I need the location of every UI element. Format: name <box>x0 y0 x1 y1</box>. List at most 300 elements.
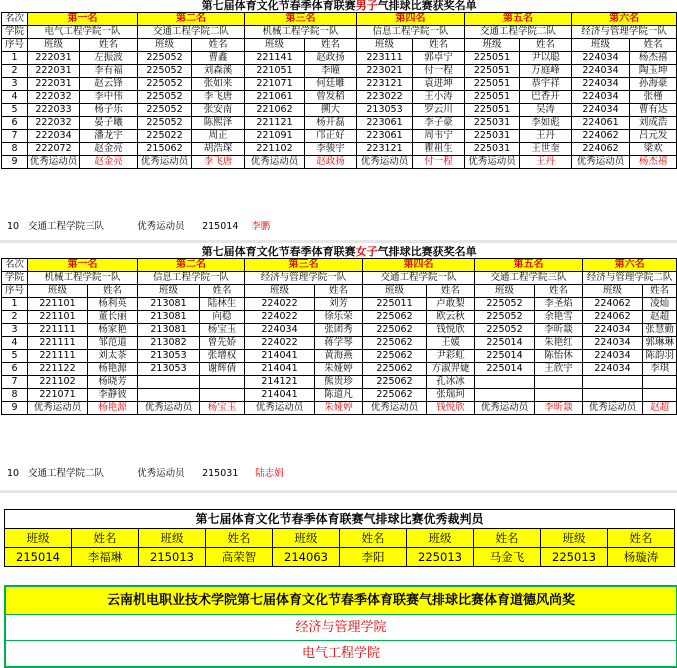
name-cell: 周正 <box>192 130 245 143</box>
class-cell: 221111 <box>28 324 88 337</box>
best-athlete-row <box>2 156 677 169</box>
class-cell: 222032 <box>28 91 80 104</box>
section-divider <box>0 240 677 243</box>
name-cell: 王小涛 <box>413 91 465 104</box>
class-header: 班级 <box>28 39 80 52</box>
name-cell: 杨家艳 <box>88 324 138 337</box>
name-cell: 张槿 <box>630 91 677 104</box>
class-cell: 224034 <box>583 363 643 376</box>
name-cell: 杨晓芳 <box>88 376 138 389</box>
team-name: 交通工程学院三队 <box>475 272 583 285</box>
class-cell: 225051 <box>465 78 520 91</box>
name-header: 姓名 <box>630 39 677 52</box>
class-cell: 222032 <box>28 117 80 130</box>
class-cell: 225031 <box>465 143 520 156</box>
name-cell: 杨宝玉 <box>200 324 245 337</box>
name-cell: 李昕燚 <box>535 324 583 337</box>
name-cell: 周韦宁 <box>413 130 465 143</box>
seq-cell: 5 <box>2 104 28 117</box>
class-cell <box>583 389 643 402</box>
class-cell: 225014 <box>475 337 535 350</box>
seq-cell: 7 <box>2 130 28 143</box>
best-athlete-name: 赵政扬 <box>305 156 357 169</box>
rank-row <box>2 259 677 272</box>
name-cell: 陆林生 <box>200 298 245 311</box>
class-cell: 224061 <box>572 117 630 130</box>
class-cell: 225052 <box>138 91 192 104</box>
best-athlete-label: 优秀运动员 <box>138 156 192 169</box>
class-cell: 223121 <box>357 143 413 156</box>
class-cell: 214041 <box>245 363 315 376</box>
name-cell: 张如来 <box>192 78 245 91</box>
name-cell: 刘太茶 <box>88 350 138 363</box>
name-cell: 杨开磊 <box>305 117 357 130</box>
player-row <box>2 117 677 130</box>
sportsmanship-award <box>4 585 677 668</box>
name-header: 姓名 <box>520 39 572 52</box>
class-cell: 224062 <box>572 143 630 156</box>
rank-5: 第五名 <box>465 13 572 26</box>
class-cell: 224062 <box>572 130 630 143</box>
name-cell: 王丹 <box>520 130 572 143</box>
seq-cell: 5 <box>2 350 28 363</box>
rank-header: 名次 <box>2 13 28 26</box>
class-header: 班级 <box>357 39 413 52</box>
class-cell: 224034 <box>572 78 630 91</box>
best-athlete-name: 李昕燚 <box>535 402 583 415</box>
extra-class: 215031 <box>202 468 239 479</box>
class-cell: 221091 <box>245 130 305 143</box>
rank-3: 第三名 <box>245 259 363 272</box>
name-cell: 刘芳 <box>315 298 363 311</box>
class-cell: 213082 <box>138 337 200 350</box>
player-row <box>2 65 677 78</box>
class-cell: 225031 <box>465 130 520 143</box>
rank-4: 第四名 <box>363 259 475 272</box>
name-cell: 何廷雕 <box>305 78 357 91</box>
best-athlete-name: 杨艳源 <box>88 402 138 415</box>
name-cell: 方淑羿婕 <box>427 363 475 376</box>
class-cell: 221071 <box>28 389 88 402</box>
referee-class: 225013 <box>407 548 474 567</box>
name-cell: 王欣宇 <box>535 363 583 376</box>
class-cell: 224034 <box>572 104 630 117</box>
name-cell: 杨杰禧 <box>630 52 677 65</box>
class-cell: 224034 <box>583 337 643 350</box>
class-cell: 222031 <box>28 65 80 78</box>
class-cell: 221101 <box>28 298 88 311</box>
rank-2: 第二名 <box>138 13 245 26</box>
name-cell: 向稳 <box>200 311 245 324</box>
referee-class-header: 班级 <box>139 529 206 548</box>
name-cell: 曾发稻 <box>305 91 357 104</box>
name-cell: 李有福 <box>80 65 138 78</box>
best-athlete-name: 付一程 <box>413 156 465 169</box>
name-cell: 邝正好 <box>305 130 357 143</box>
men-award-table <box>1 0 677 169</box>
name-cell: 徐乐荣 <box>315 311 363 324</box>
sportsmanship-winner: 经济与管理学院 <box>6 615 676 641</box>
best-athlete-name: 赵金亮 <box>80 156 138 169</box>
player-row <box>2 350 677 363</box>
class-cell: 223061 <box>357 117 413 130</box>
class-cell: 225052 <box>475 311 535 324</box>
name-cell: 赵金亮 <box>80 143 138 156</box>
name-cell: 左振波 <box>80 52 138 65</box>
name-cell: 董长丽 <box>88 311 138 324</box>
class-cell: 225014 <box>475 350 535 363</box>
referee-name-header: 姓名 <box>340 529 407 548</box>
class-cell: 213053 <box>138 363 200 376</box>
best-athlete-label: 优秀运动员 <box>245 156 305 169</box>
best-athlete-label: 优秀运动员 <box>363 402 427 415</box>
class-cell: 215062 <box>138 143 192 156</box>
class-cell: 224034 <box>583 324 643 337</box>
men-extra-row <box>1 218 291 232</box>
player-row <box>2 130 677 143</box>
best-athlete-name: 赵超 <box>643 402 677 415</box>
class-cell: 221111 <box>28 350 88 363</box>
name-cell: 陈怡休 <box>535 350 583 363</box>
seq-cell: 10 <box>6 221 20 232</box>
name-cell: 欧云秋 <box>427 311 475 324</box>
class-cell: 221121 <box>245 117 305 130</box>
class-cell: 225051 <box>465 91 520 104</box>
player-row <box>2 298 677 311</box>
referee-name: 高荣智 <box>206 548 273 567</box>
seq-cell: 9 <box>2 156 28 169</box>
class-header: 班级 <box>138 285 200 298</box>
class-cell: 221062 <box>245 104 305 117</box>
referee-class: 214063 <box>273 548 340 567</box>
extra-label: 优秀运动员 <box>137 221 185 232</box>
name-cell: 吴涛 <box>520 104 572 117</box>
extra-class: 215014 <box>202 221 239 232</box>
name-cell: 谢辉倩 <box>200 363 245 376</box>
name-cell: 朱娅婷 <box>315 363 363 376</box>
name-cell: 张安南 <box>192 104 245 117</box>
team-name: 信息工程学院一队 <box>357 26 465 39</box>
seq-header: 序号 <box>2 39 28 52</box>
team-name: 经济与管理学院一队 <box>245 272 363 285</box>
extra-name: 李鹏 <box>251 221 271 232</box>
class-cell: 224034 <box>572 65 630 78</box>
player-row <box>2 52 677 65</box>
class-cell: 221101 <box>28 311 88 324</box>
class-cell: 225052 <box>138 104 192 117</box>
name-cell: 杨艳源 <box>88 363 138 376</box>
referee-header-row <box>5 529 675 548</box>
extra-label: 优秀运动员 <box>137 468 185 479</box>
class-cell: 221102 <box>245 143 305 156</box>
team-name: 经济与管理学院二队 <box>583 272 677 285</box>
class-cell: 225014 <box>475 363 535 376</box>
class-cell: 224022 <box>245 337 315 350</box>
class-cell: 225062 <box>363 324 427 337</box>
class-cell: 225051 <box>465 65 520 78</box>
class-cell: 225052 <box>475 298 535 311</box>
sportsmanship-winner: 电气工程学院 <box>301 646 380 661</box>
referee-class-header: 班级 <box>407 529 474 548</box>
referee-class: 225013 <box>541 548 608 567</box>
name-cell: 张团秀 <box>315 324 363 337</box>
name-cell: 万庭峰 <box>520 65 572 78</box>
women-extra-row <box>1 465 295 479</box>
class-cell: 213081 <box>138 324 200 337</box>
player-row <box>2 311 677 324</box>
referee-name-header: 姓名 <box>608 529 675 548</box>
best-athlete-name: 钱悦欣 <box>427 402 475 415</box>
name-cell: 袁进坤 <box>413 78 465 91</box>
class-cell: 224034 <box>572 52 630 65</box>
rank-2: 第二名 <box>138 259 245 272</box>
seq-cell: 3 <box>2 78 28 91</box>
best-athlete-label: 优秀运动员 <box>138 402 200 415</box>
class-cell: 213053 <box>357 104 413 117</box>
name-header: 姓名 <box>643 285 677 298</box>
team-name: 机械工程学院一队 <box>28 272 138 285</box>
best-athlete-label: 优秀运动员 <box>28 402 88 415</box>
seq-cell: 6 <box>2 363 28 376</box>
name-cell: 李骏宇 <box>305 143 357 156</box>
rank-1: 第一名 <box>28 13 138 26</box>
name-cell: 潘龙宇 <box>80 130 138 143</box>
name-cell: 梁欢 <box>630 143 677 156</box>
class-cell <box>138 376 200 389</box>
class-cell: 213053 <box>138 350 200 363</box>
player-row <box>2 376 677 389</box>
name-cell: 曹有达 <box>630 104 677 117</box>
class-cell: 213081 <box>138 311 200 324</box>
name-cell: 陈熙泽 <box>192 117 245 130</box>
class-cell: 225051 <box>465 52 520 65</box>
class-cell: 222031 <box>28 78 80 91</box>
rank-3: 第三名 <box>245 13 357 26</box>
referee-class-header: 班级 <box>5 529 72 548</box>
name-cell: 李圣焰 <box>535 298 583 311</box>
player-row <box>2 324 677 337</box>
referee-class: 215014 <box>5 548 72 567</box>
name-cell: 赵云锋 <box>80 78 138 91</box>
referee-name-header: 姓名 <box>474 529 541 548</box>
rank-5: 第五名 <box>475 259 583 272</box>
referee-name: 杨璇涛 <box>608 548 675 567</box>
best-athlete-label: 优秀运动员 <box>357 156 413 169</box>
name-header: 姓名 <box>315 285 363 298</box>
name-cell: 陈道凡 <box>315 389 363 402</box>
class-cell: 225062 <box>363 350 427 363</box>
seq-cell: 4 <box>2 91 28 104</box>
seq-cell: 2 <box>2 65 28 78</box>
name-cell: 曾先娇 <box>200 337 245 350</box>
name-cell: 张瑞珂 <box>427 389 475 402</box>
section-divider <box>0 490 677 493</box>
rank-header: 名次 <box>2 259 28 272</box>
extra-team: 交通工程学院三队 <box>28 221 105 232</box>
name-cell: 李子豪 <box>413 117 465 130</box>
class-cell: 213081 <box>138 298 200 311</box>
name-header: 姓名 <box>88 285 138 298</box>
team-name: 经济与管理学院一队 <box>572 26 677 39</box>
class-cell: 223111 <box>357 52 413 65</box>
name-cell: 晏子曦 <box>80 117 138 130</box>
name-cell: 陶玉坤 <box>630 65 677 78</box>
seq-cell: 9 <box>2 402 28 415</box>
player-row <box>2 143 677 156</box>
best-athlete-label: 优秀运动员 <box>475 402 535 415</box>
class-cell: 221141 <box>245 52 305 65</box>
best-athlete-name: 王丹 <box>520 156 572 169</box>
name-cell: 赵超 <box>643 311 677 324</box>
class-cell: 225052 <box>475 324 535 337</box>
seq-cell: 10 <box>6 468 20 479</box>
name-header: 姓名 <box>413 39 465 52</box>
best-athlete-name: 杨杰禧 <box>630 156 677 169</box>
class-cell: 225052 <box>138 78 192 91</box>
class-cell: 225052 <box>138 52 192 65</box>
name-cell: 余艳雪 <box>535 311 583 324</box>
rank-4: 第四名 <box>357 13 465 26</box>
men-table-title: 第七届体育文化节春季体育联赛男子气排球比赛获奖名单 <box>201 0 477 12</box>
college-header: 学院 <box>2 272 28 285</box>
name-cell: 李静彼 <box>88 389 138 402</box>
class-cell: 225022 <box>138 130 192 143</box>
best-athlete-label: 优秀运动员 <box>583 402 643 415</box>
college-header: 学院 <box>2 26 28 39</box>
class-cell: 225051 <box>465 104 520 117</box>
class-cell: 214041 <box>245 350 315 363</box>
name-cell: 李如彪 <box>520 117 572 130</box>
class-header: 班级 <box>138 39 192 52</box>
player-row <box>2 78 677 91</box>
class-cell: 222034 <box>28 130 80 143</box>
name-cell: 熊贵珍 <box>315 376 363 389</box>
class-cell <box>475 389 535 402</box>
team-name: 机械工程学院一队 <box>245 26 357 39</box>
best-athlete-label: 优秀运动员 <box>465 156 520 169</box>
seq-header: 序号 <box>2 285 28 298</box>
name-cell: 蒋学琴 <box>315 337 363 350</box>
name-cell <box>200 376 245 389</box>
seq-cell: 8 <box>2 143 28 156</box>
referee-title: 第七届体育文化节春季体育联赛气排球比赛优秀裁判员 <box>5 510 675 529</box>
name-cell: 王世奎 <box>520 143 572 156</box>
name-cell: 卢敢梨 <box>427 298 475 311</box>
name-cell: 李曈 <box>305 65 357 78</box>
class-header: 班级 <box>245 39 305 52</box>
extra-name: 陆志娟 <box>255 468 284 479</box>
best-athlete-label: 优秀运动员 <box>28 156 80 169</box>
seq-cell: 2 <box>2 311 28 324</box>
class-cell: 222031 <box>28 52 80 65</box>
name-cell: 尹以聪 <box>520 52 572 65</box>
name-cell: 搠大 <box>305 104 357 117</box>
name-cell: 刘森溪 <box>192 65 245 78</box>
class-cell: 221051 <box>245 65 305 78</box>
name-header: 姓名 <box>305 39 357 52</box>
rank-6: 第六名 <box>572 13 677 26</box>
class-header: 班级 <box>465 39 520 52</box>
name-cell: 罗云川 <box>413 104 465 117</box>
class-cell: 221111 <box>28 337 88 350</box>
referee-name: 李福琳 <box>72 548 139 567</box>
column-header-row <box>2 39 677 52</box>
name-cell: 李飞唐 <box>192 91 245 104</box>
class-cell: 222072 <box>28 143 80 156</box>
column-header-row <box>2 285 677 298</box>
referee-name-header: 姓名 <box>72 529 139 548</box>
class-cell: 224034 <box>245 324 315 337</box>
name-cell: 张慧勤 <box>643 324 677 337</box>
class-cell: 214121 <box>245 376 315 389</box>
player-row <box>2 91 677 104</box>
referee-class: 215013 <box>139 548 206 567</box>
class-cell: 225062 <box>363 363 427 376</box>
class-header: 班级 <box>28 285 88 298</box>
class-cell: 225062 <box>363 376 427 389</box>
women-award-table <box>1 246 677 415</box>
class-cell: 225062 <box>363 311 427 324</box>
class-cell: 221071 <box>245 78 305 91</box>
player-row <box>2 104 677 117</box>
name-cell: 李中伟 <box>80 91 138 104</box>
class-cell: 225052 <box>138 65 192 78</box>
women-table-title: 第七届体育文化节春季体育联赛女子气排球比赛获奖名单 <box>201 246 477 258</box>
class-cell: 223121 <box>357 78 413 91</box>
class-cell <box>583 376 643 389</box>
seq-cell: 6 <box>2 117 28 130</box>
class-cell: 224022 <box>245 311 315 324</box>
name-cell: 尹彩虹 <box>427 350 475 363</box>
class-cell: 225052 <box>138 117 192 130</box>
name-cell: 恭宇祥 <box>520 78 572 91</box>
name-cell: 李琪 <box>643 363 677 376</box>
class-cell: 224062 <box>583 298 643 311</box>
class-cell: 224034 <box>583 350 643 363</box>
team-name: 信息工程学院一队 <box>138 272 245 285</box>
class-cell: 214041 <box>245 389 315 402</box>
class-cell <box>475 376 535 389</box>
seq-cell: 1 <box>2 298 28 311</box>
name-cell <box>535 376 583 389</box>
name-cell: 凌灿 <box>643 298 677 311</box>
name-cell: 王媛 <box>427 337 475 350</box>
name-cell: 吕元发 <box>630 130 677 143</box>
extra-team: 交通工程学院二队 <box>28 468 105 479</box>
referee-class-header: 班级 <box>541 529 608 548</box>
class-header: 班级 <box>245 285 315 298</box>
name-cell: 郭卓宁 <box>413 52 465 65</box>
name-header: 姓名 <box>200 285 245 298</box>
class-header: 班级 <box>363 285 427 298</box>
seq-cell: 3 <box>2 324 28 337</box>
name-cell <box>535 389 583 402</box>
seq-cell: 1 <box>2 52 28 65</box>
name-cell: 刘成浩 <box>630 117 677 130</box>
name-cell: 瞿祖生 <box>413 143 465 156</box>
referee-table <box>4 509 675 567</box>
class-cell: 224062 <box>583 311 643 324</box>
name-cell: 胡浩琛 <box>192 143 245 156</box>
name-cell: 邹范道 <box>88 337 138 350</box>
name-cell: 杨利英 <box>88 298 138 311</box>
sportsmanship-title: 云南机电职业技术学院第七届体育文化节春季体育联赛气排球比赛体育道德风尚奖 <box>6 587 676 615</box>
class-cell: 224034 <box>572 91 630 104</box>
name-cell: 钱悦欣 <box>427 324 475 337</box>
class-header: 班级 <box>572 39 630 52</box>
name-cell: 陈韵羽 <box>643 350 677 363</box>
class-cell: 225011 <box>363 298 427 311</box>
